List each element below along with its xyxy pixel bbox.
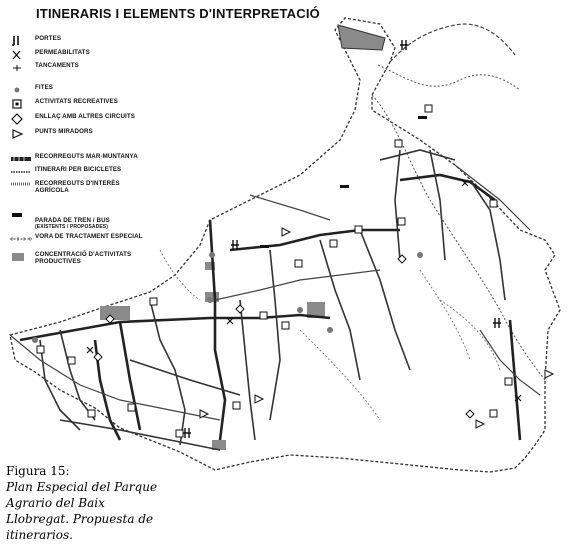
- legend-label: ENLLAÇ AMB ALTRES CIRCUITS: [35, 113, 135, 120]
- legend-label: RECORREGUTS MAR-MUNTANYA: [35, 153, 138, 160]
- legend-item-permeability: [8, 48, 198, 62]
- legend-label: TANCAMENTS: [35, 62, 79, 69]
- caption-number: Figura 15:: [6, 464, 70, 478]
- landmark-dot-icon: [10, 83, 34, 97]
- legend-label: PERMEABILITATS: [35, 49, 90, 56]
- legend-item-closures: [8, 61, 198, 75]
- productive-area-icon: [10, 250, 34, 264]
- legend-label: VORA DE TRACTAMENT ESPECIAL: [35, 233, 143, 240]
- sea-mountain-route-icon: [10, 152, 34, 166]
- map-title: ITINERARIS I ELEMENTS D'INTERPRETACIÓ: [36, 6, 320, 21]
- legend-item-links: [8, 112, 198, 126]
- legend-item-gates: [8, 34, 198, 48]
- legend-item-viewpoints: [8, 127, 198, 141]
- gate-points: [183, 40, 501, 438]
- recreation-square-icon: [10, 97, 34, 111]
- train-bus-stop-icon: [10, 209, 34, 223]
- special-edge-icon: [10, 232, 34, 246]
- legend-label: RECORREGUTS D'INTERÈS AGRÍCOLA: [35, 180, 120, 194]
- closure-icon: [10, 61, 34, 75]
- legend-label: ACTIVITATS RECREATIVES: [35, 98, 118, 105]
- legend-label: CONCENTRACIÓ D'ACTIVITATS PRODUCTIVES: [35, 251, 132, 265]
- legend-label: FITES: [35, 84, 54, 91]
- productive-area-1: [100, 306, 130, 320]
- north-route: [390, 24, 515, 62]
- legend-label: ITINERARI PER BICICLETES: [35, 166, 122, 173]
- legend-item-special-edge: [8, 232, 198, 246]
- figure-caption: [6, 463, 166, 543]
- cross-icon: [10, 48, 34, 62]
- legend-item-agricultural: [8, 179, 198, 199]
- productive-area-north: [338, 25, 385, 50]
- legend-item-bike: [8, 165, 198, 179]
- legend-item-sea-mountain: [8, 152, 198, 166]
- link-diamond-icon: [10, 112, 34, 126]
- caption-text: Plan Especial del Parque Agrario del Baix Llobregat. Propuesta de itinerarios.: [6, 480, 158, 542]
- legend-item-productive: [8, 250, 198, 270]
- legend-item-stops: [8, 209, 198, 229]
- legend-label: PORTES: [35, 35, 62, 42]
- legend-stop-label: PARADA DE TREN / BUS: [35, 217, 110, 224]
- gate-icon: [10, 34, 34, 48]
- agricultural-route-icon: [10, 179, 34, 193]
- legend-stop-sublabel: (EXISTENTS / PROPOSADES): [35, 224, 108, 230]
- river-edge-2: [378, 65, 520, 90]
- link-points: [94, 255, 474, 418]
- legend-item-recreation: [8, 97, 198, 111]
- bike-route-icon: [10, 165, 34, 179]
- legend-label: PUNTS MIRADORS: [35, 128, 93, 135]
- viewpoint-triangle-icon: [10, 127, 34, 141]
- legend-item-landmarks: [8, 83, 198, 97]
